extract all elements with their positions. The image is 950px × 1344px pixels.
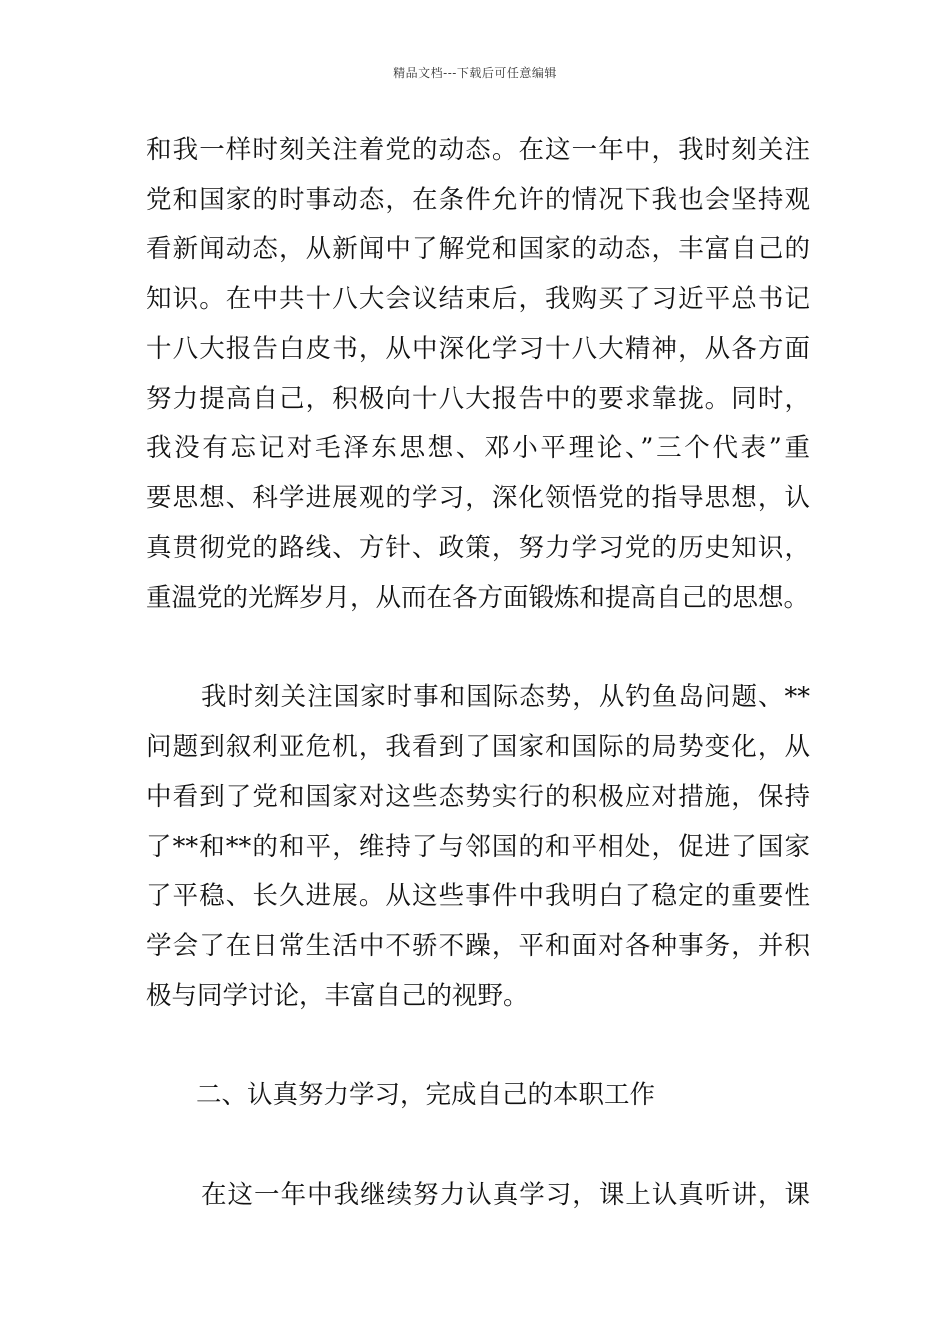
body-text-line: 中看到了党和国家对这些态势实行的积极应对措施，保持 (146, 782, 810, 812)
body-text-line: 了**和**的和平，维持了与邻国的和平相处，促进了国家 (146, 832, 810, 862)
body-text-line: 极与同学讨论，丰富自己的视野。 (146, 981, 529, 1011)
body-text-line: 努力提高自己，积极向十八大报告中的要求靠拢。同时， (146, 384, 810, 414)
body-text-line: 和我一样时刻关注着党的动态。在这一年中，我时刻关注 (146, 135, 810, 165)
body-text-line: 真贯彻党的路线、方针、政策，努力学习党的历史知识， (146, 533, 810, 563)
body-text-line: 我时刻关注国家时事和国际态势，从钓鱼岛问题、** (201, 682, 810, 712)
body-text-line: 看新闻动态，从新闻中了解党和国家的动态，丰富自己的 (146, 234, 810, 264)
section-heading: 二、认真努力学习，完成自己的本职工作 (196, 1080, 656, 1110)
body-text-line: 在这一年中我继续努力认真学习，课上认真听讲，课 (201, 1180, 810, 1210)
body-text-line: 党和国家的时事动态，在条件允许的情况下我也会坚持观 (146, 185, 810, 215)
body-text-line: 了平稳、长久进展。从这些事件中我明白了稳定的重要性 (146, 881, 810, 911)
body-text-line: 学会了在日常生活中不骄不躁，平和面对各种事务，并积 (146, 931, 810, 961)
page-header: 精品文档---下载后可任意编辑 (393, 66, 557, 80)
body-text-line: 知识。在中共十八大会议结束后，我购买了习近平总书记 (146, 284, 810, 314)
body-text-line: 我没有忘记对毛泽东思想、邓小平理论、”三个代表”重 (146, 433, 810, 463)
body-text-line: 问题到叙利亚危机，我看到了国家和国际的局势变化，从 (146, 732, 810, 762)
body-text-line: 要思想、科学进展观的学习，深化领悟党的指导思想，认 (146, 483, 810, 513)
body-text-line: 重温党的光辉岁月，从而在各方面锻炼和提高自己的思想。 (146, 583, 810, 613)
body-text-line: 十八大报告白皮书，从中深化学习十八大精神，从各方面 (146, 334, 810, 364)
